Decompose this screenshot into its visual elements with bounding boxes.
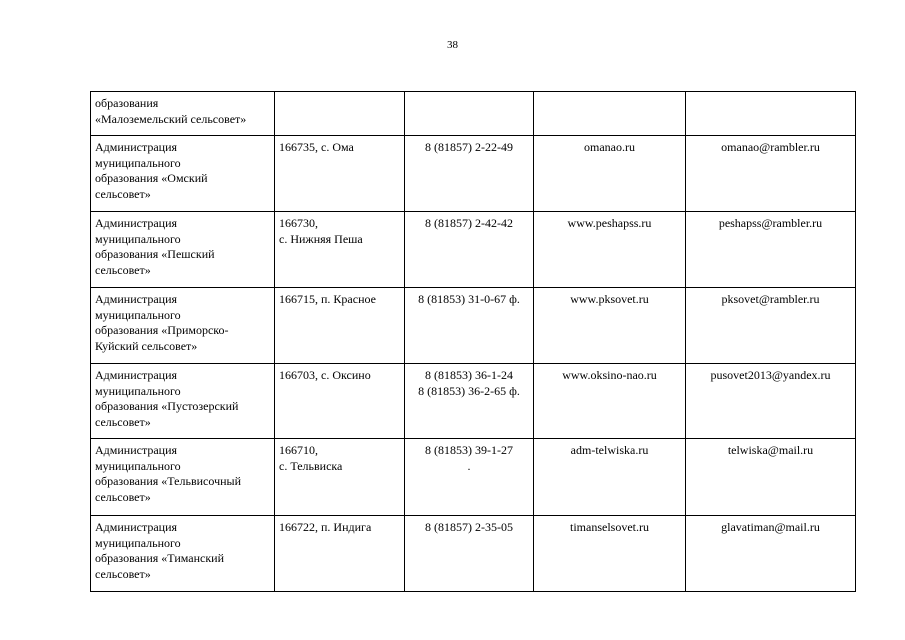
email-cell: telwiska@mail.ru [686, 439, 856, 516]
org-name-cell: образования «Малоземельский сельсовет» [91, 92, 275, 136]
org-name-cell: Администрация муниципального образования «Пешский сельсовет» [91, 212, 275, 288]
table-body [91, 92, 856, 592]
phone-cell: 8 (81853) 39-1-27 . [405, 439, 534, 516]
address-cell [275, 92, 405, 136]
email-cell: pksovet@rambler.ru [686, 288, 856, 364]
website-cell: omanao.ru [534, 136, 686, 212]
table-row [91, 288, 856, 364]
website-cell: timanselsovet.ru [534, 516, 686, 592]
table-row [91, 92, 856, 136]
table-row [91, 212, 856, 288]
org-name-cell: Администрация муниципального образования «Пустозерский сельсовет» [91, 364, 275, 439]
address-cell: 166715, п. Красное [275, 288, 405, 364]
email-cell: omanao@rambler.ru [686, 136, 856, 212]
address-cell: 166710, с. Тельвиска [275, 439, 405, 516]
table-row [91, 364, 856, 439]
website-cell: www.peshapss.ru [534, 212, 686, 288]
website-cell [534, 92, 686, 136]
org-name-cell: Администрация муниципального образования «Тиманский сельсовет» [91, 516, 275, 592]
table-row [91, 516, 856, 592]
website-cell: www.oksino-nao.ru [534, 364, 686, 439]
email-cell [686, 92, 856, 136]
page-number: 38 [447, 39, 458, 51]
table-row [91, 136, 856, 212]
email-cell: pusovet2013@yandex.ru [686, 364, 856, 439]
phone-cell: 8 (81853) 31-0-67 ф. [405, 288, 534, 364]
website-cell: adm-telwiska.ru [534, 439, 686, 516]
phone-cell: 8 (81853) 36-1-24 8 (81853) 36-2-65 ф. [405, 364, 534, 439]
table-row [91, 439, 856, 516]
address-cell: 166703, с. Оксино [275, 364, 405, 439]
org-name-cell: Администрация муниципального образования «Тельвисочный сельсовет» [91, 439, 275, 516]
website-cell: www.pksovet.ru [534, 288, 686, 364]
email-cell: glavatiman@mail.ru [686, 516, 856, 592]
address-cell: 166730, с. Нижняя Пеша [275, 212, 405, 288]
email-cell: peshapss@rambler.ru [686, 212, 856, 288]
address-cell: 166722, п. Индига [275, 516, 405, 592]
phone-cell: 8 (81857) 2-42-42 [405, 212, 534, 288]
address-cell: 166735, с. Ома [275, 136, 405, 212]
org-name-cell: Администрация муниципального образования «Приморско- Куйский сельсовет» [91, 288, 275, 364]
contacts-table [90, 91, 856, 592]
org-name-cell: Администрация муниципального образования «Омский сельсовет» [91, 136, 275, 212]
phone-cell: 8 (81857) 2-22-49 [405, 136, 534, 212]
phone-cell: 8 (81857) 2-35-05 [405, 516, 534, 592]
phone-cell [405, 92, 534, 136]
